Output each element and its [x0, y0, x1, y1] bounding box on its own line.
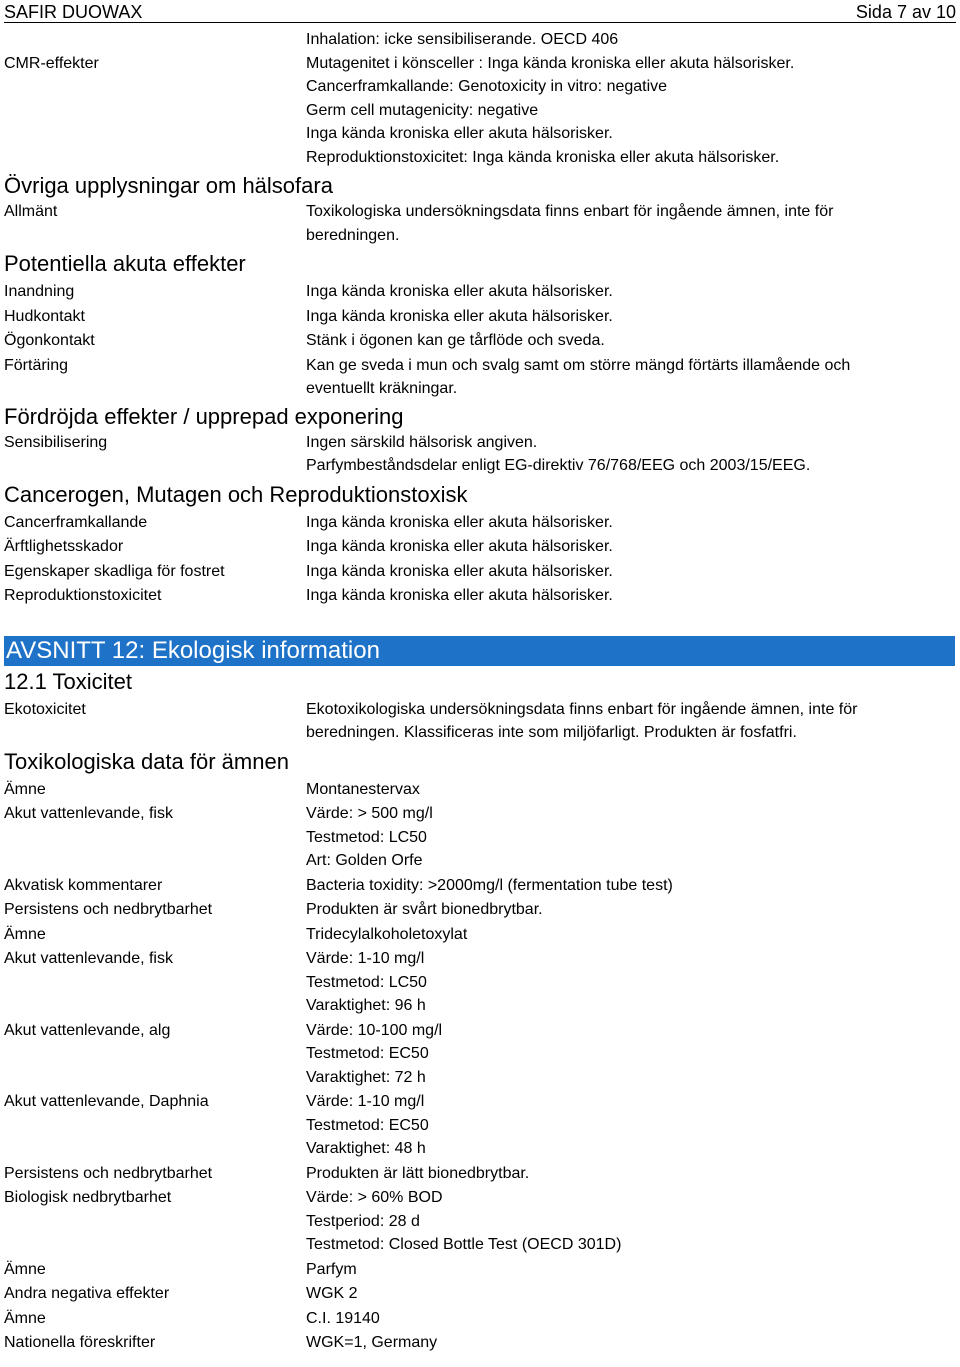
- toxicitet-subheading: 12.1 Toxicitet: [4, 668, 133, 694]
- akuta-heading: Potentiella akuta effekter: [4, 251, 246, 276]
- inhalation-row: [4, 28, 960, 52]
- page-number: Sida 7 av 10: [855, 2, 956, 22]
- cancerogen-row: Cancerframkallande Inga kända kroniska eller akuta hälsorisker.: [4, 513, 613, 531]
- cancerogen-row: Egenskaper skadliga för fostret Inga kända kroniska eller akuta hälsorisker.: [4, 562, 613, 580]
- toxdata-row: Andra negativa effekter WGK 2: [4, 1285, 358, 1302]
- toxdata-row: Akvatisk kommentarer Bacteria toxidity: >2000mg/l (fermentation tube test): [4, 876, 673, 894]
- akuta-row: Hudkontakt Inga kända kroniska eller akuta hälsorisker.: [4, 307, 613, 325]
- toxdata-list: [0, 778, 960, 1355]
- akuta-row: Ögonkontakt Stänk i ögonen kan ge tårflöde och sveda.: [4, 332, 605, 349]
- cmr-row: [4, 52, 960, 170]
- section-12-title: AVSNITT 12: Ekologisk information: [4, 636, 955, 666]
- ovriga-heading: Övriga upplysningar om hälsofara: [4, 173, 333, 198]
- toxdata-row: Nationella föreskrifter WGK=1, Germany: [4, 1334, 438, 1351]
- akuta-row: Inandning Inga kända kroniska eller akuta hälsorisker.: [4, 283, 613, 300]
- toxdata-row: Ämne Montanestervax: [4, 780, 420, 798]
- toxdata-heading: Toxikologiska data för ämnen: [4, 748, 289, 774]
- toxdata-row: Akut vattenlevande, Daphnia Värde: 1-10 mg/l Testmetod: EC50 Varaktighet: 48 h: [4, 1093, 429, 1157]
- cancerogen-row: Ärftlighetsskador Inga kända kroniska eller akuta hälsorisker.: [4, 538, 613, 555]
- cancerogen-row: Reproduktionstoxicitet Inga kända kroniska eller akuta hälsorisker.: [4, 587, 613, 604]
- toxdata-row: Akut vattenlevande, fisk Värde: > 500 mg/l Testmetod: LC50 Art: Golden Orfe: [4, 805, 433, 869]
- document-title: SAFIR DUOWAX: [4, 2, 143, 22]
- sensibilisering-row: Sensibilisering Ingen särskild hälsorisk angiven. Parfymbeståndsdelar enligt EG-direktiv 76/768/EEG och 2003/15/EEG.: [4, 433, 811, 474]
- allmant-row: Allmänt Toxikologiska undersökningsdata finns enbart för ingående ämnen, inte för beredningen.: [4, 200, 960, 247]
- fordrojda-heading: Fördröjda effekter / upprepad exponering: [4, 403, 404, 429]
- toxdata-row: Persistens och nedbrytbarhet Produkten är lätt bionedbrytbar.: [4, 1164, 530, 1182]
- toxdata-row: Persistens och nedbrytbarhet Produkten är svårt bionedbrytbar.: [4, 901, 543, 918]
- page-header: [4, 0, 956, 23]
- toxdata-row: Ämne Tridecylalkoholetoxylat: [4, 925, 468, 943]
- toxdata-row: Akut vattenlevande, alg Värde: 10-100 mg/l Testmetod: EC50 Varaktighet: 72 h: [4, 1021, 443, 1086]
- toxdata-row: Biologisk nedbrytbarhet Värde: > 60% BOD Testperiod: 28 d Testmetod: Closed Bottle Test (OECD 301D): [4, 1189, 622, 1253]
- ekotoxicitet-row: Ekotoxicitet Ekotoxikologiska undersökningsdata finns enbart för ingående ämnen, inte för beredningen. Klassificeras inte som miljöfarligt. Produkten är fosfatfri.: [4, 700, 858, 741]
- toxdata-row: Ämne C.I. 19140: [4, 1309, 380, 1327]
- top-block: [0, 28, 960, 169]
- inhalation-value: Inhalation: icke sensibiliserande. OECD 406: [306, 31, 619, 48]
- allmant-label: Allmänt: [4, 203, 58, 220]
- akuta-row: Förtäring Kan ge sveda i mun och svalg samt om större mängd förtärts illamående och eventuellt kräkningar.: [4, 356, 851, 397]
- toxdata-row: Ämne Parfym: [4, 1260, 357, 1278]
- cmr-label: CMR-effekter: [4, 54, 99, 72]
- cmr-values: Mutagenitet i könsceller : Inga kända kroniska eller akuta hälsorisker. Cancerframkallande: Genotoxicity in vitro: negative Germ cell mutagenicity: negative Inga kända kroniska eller akuta hälsorisker. Reproduktionstoxicitet: Inga kända kroniska eller akuta hälsorisker.: [306, 54, 795, 166]
- toxdata-row: Akut vattenlevande, fisk Värde: 1-10 mg/l Testmetod: LC50 Varaktighet: 96 h: [4, 950, 427, 1014]
- cancerogen-heading: Cancerogen, Mutagen och Reproduktionstoxisk: [4, 481, 468, 507]
